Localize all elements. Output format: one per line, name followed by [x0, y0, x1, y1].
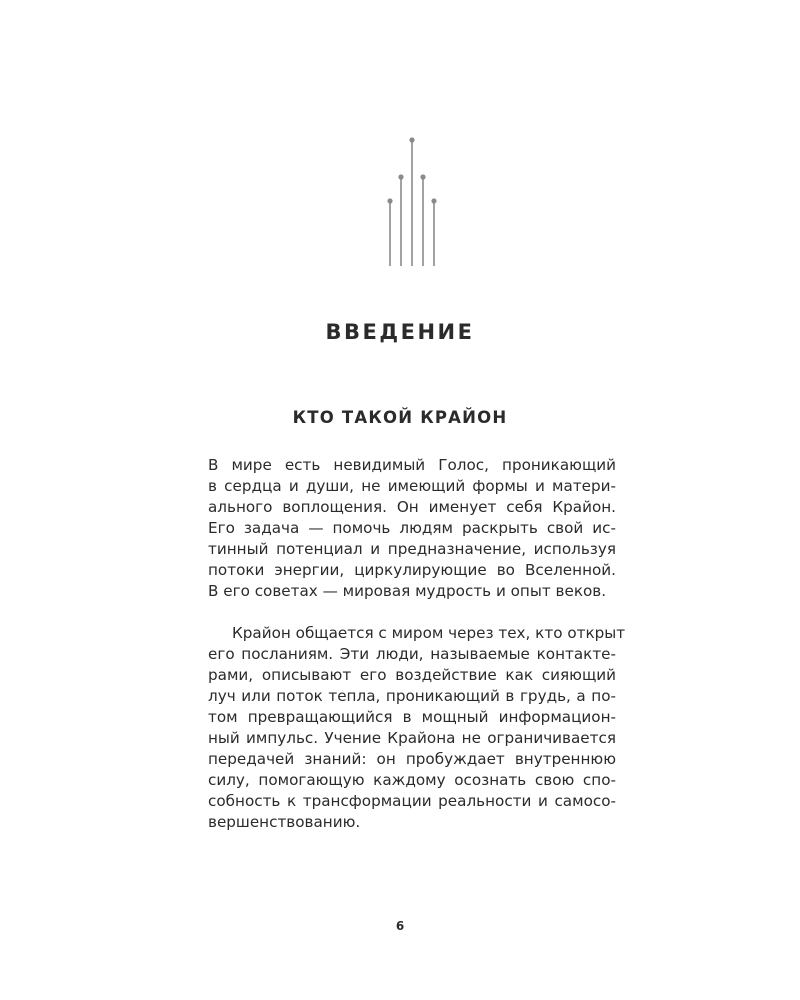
text-line: потоки энергии, циркулирующие во Вселенной.	[208, 561, 616, 579]
text-line: рами, описывают его воздействие как сияющий	[208, 666, 616, 684]
text-line: луч или поток тепла, проникающий в грудь, а по-	[208, 687, 616, 705]
text-line: тинный потенциал и предназначение, используя	[208, 540, 616, 558]
text-line: В мире есть невидимый Голос, проникающий	[208, 456, 616, 474]
text-line: силу, помогающую каждому осознать свою спо-	[208, 771, 616, 789]
candles-ornament-icon	[380, 132, 444, 270]
paragraph-2	[208, 623, 626, 833]
text-line: передачей знаний: он пробуждает внутреннюю	[208, 750, 616, 768]
text-line: Его задача — помочь людям раскрыть свой ис-	[208, 519, 616, 537]
text-line: В его советах — мировая мудрость и опыт веков.	[208, 582, 607, 600]
page-number: 6	[395, 919, 405, 933]
text-line: ального воплощения. Он именует себя Крайон.	[208, 498, 616, 516]
text-line: ный импульс. Учение Крайона не ограничивается	[208, 729, 616, 747]
text-line: собность к трансформации реальности и самосо-	[208, 792, 616, 810]
section-subtitle: КТО ТАКОЙ КРАЙОН	[292, 408, 508, 427]
paragraph-1	[208, 455, 616, 602]
text-line: Крайон общается с миром через тех, кто открыт	[232, 624, 626, 642]
text-line: его посланиям. Эти люди, называемые контакте-	[208, 645, 616, 663]
text-line: вершенствованию.	[208, 813, 361, 831]
text-line: том превращающийся в мощный информацион-	[208, 708, 616, 726]
chapter-title: ВВЕДЕНИЕ	[325, 320, 475, 344]
text-line: в сердца и души, не имеющий формы и матери-	[208, 477, 616, 495]
